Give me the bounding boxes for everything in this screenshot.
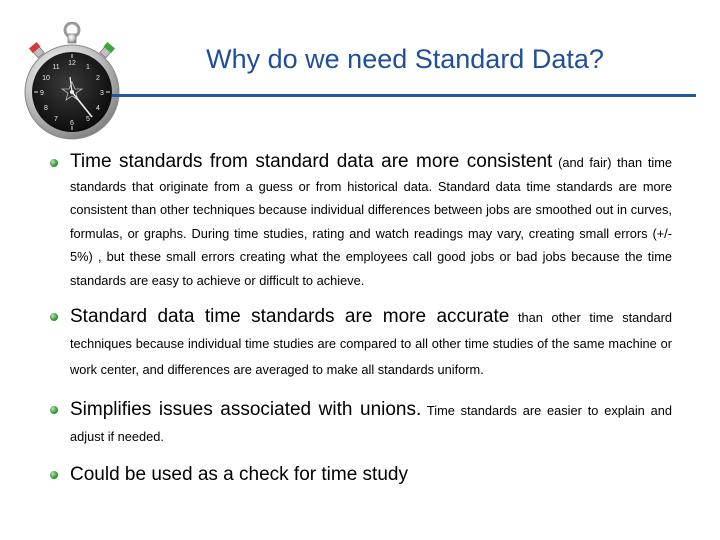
bullet-item (42, 150, 672, 292)
dial-numeral-8: 8 (44, 105, 48, 112)
dial-numeral-11: 11 (52, 64, 60, 71)
bullet-lead: Time standards from standard data are more consistent (70, 151, 553, 172)
bullet-text (70, 462, 672, 489)
bullet-dot-icon (50, 313, 58, 321)
bullet-dot-icon (50, 471, 58, 479)
dial-numeral-12: 12 (68, 60, 76, 67)
dial-numeral-3: 3 (100, 90, 104, 97)
dial-numeral-5: 5 (86, 116, 90, 123)
bullet-item (42, 304, 672, 383)
bullet-lead: Could be used as a check for time study (70, 464, 408, 485)
bullet-lead: Simplifies issues associated with unions. (70, 399, 422, 420)
bullet-dot-icon (50, 159, 58, 167)
bullet-item (42, 397, 672, 450)
dial-numeral-7: 7 (54, 116, 58, 123)
slide-title: Why do we need Standard Data? (206, 44, 604, 74)
dial-numeral-1: 1 (86, 64, 90, 71)
bullet-lead: Standard data time standards are more accurate (70, 306, 510, 327)
bullet-detail: Time standards are easier to explain and adjust if needed. (70, 403, 672, 444)
bullet-dot-icon (50, 406, 58, 414)
dial-numeral-10: 10 (42, 75, 50, 82)
dial-numeral-4: 4 (96, 105, 100, 112)
bullet-item (42, 462, 672, 489)
stopwatch-icon (22, 22, 122, 144)
dial-numeral-6: 6 (70, 120, 74, 127)
dial-numeral-2: 2 (96, 75, 100, 82)
bullet-text (70, 150, 672, 292)
bullet-detail: (and fair) than time standards that originate from a guess or from historical data. Standard data time standards are more consistent than other techniques because individual differences between jobs are smoothed out in curves, formulas, or graphs. During time studies, rating and watch readings may vary, creating small errors (+/- 5%) , but these small errors creating what the employees call good jobs or bad jobs because the time standards are easy to achieve or difficult to achieve. (70, 155, 672, 288)
bullet-detail: than other time standard techniques because individual time studies are compared to all other time studies of the same machine or work center, and differences are averaged to make all standards uniform. (70, 310, 672, 377)
title-divider (112, 94, 696, 97)
dial-numeral-9: 9 (40, 90, 44, 97)
bullet-list (42, 150, 672, 489)
bullet-text (70, 397, 672, 450)
bullet-text (70, 304, 672, 383)
